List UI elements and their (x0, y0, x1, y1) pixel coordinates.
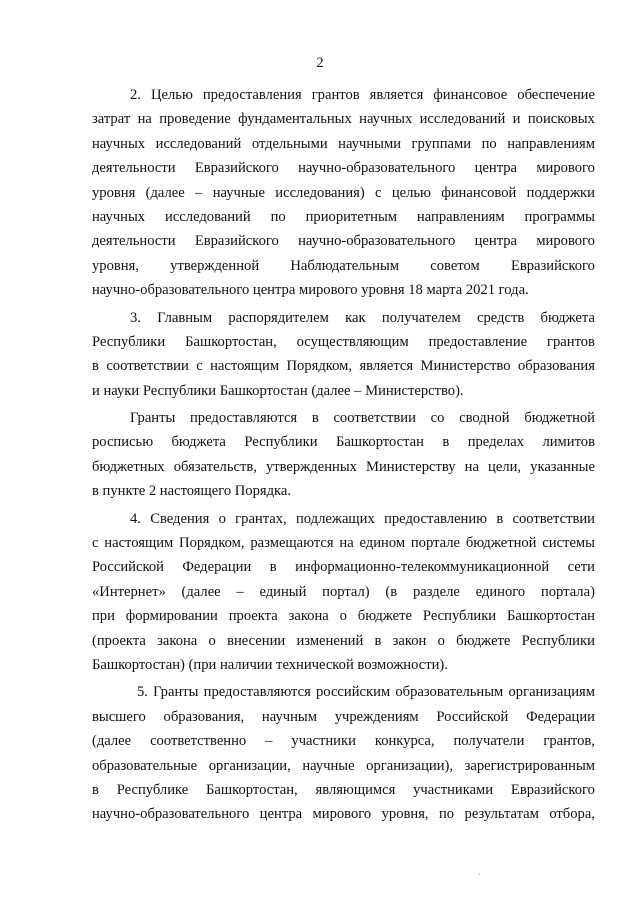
word: портал) (322, 583, 370, 600)
word: по (481, 135, 497, 152)
word: научным (261, 708, 317, 725)
word: предоставляются (203, 684, 311, 701)
word: приоритетным (305, 208, 398, 225)
word: Башкортостан (506, 608, 595, 625)
word: Башкортостан, (185, 333, 277, 350)
word: Сведения (150, 510, 210, 527)
word: бюджета (171, 434, 226, 451)
word: с (92, 535, 99, 552)
word: научные (302, 757, 355, 774)
word: на (464, 458, 479, 475)
word: направлениям (416, 208, 505, 225)
text-line (92, 83, 595, 107)
text-line (92, 802, 595, 826)
word: поддержки (526, 184, 595, 201)
word: Евразийского (510, 257, 595, 274)
word: формировании (125, 608, 218, 625)
word: центра (474, 233, 518, 250)
word: мирового (536, 233, 595, 250)
word: в (311, 410, 319, 427)
word: бюджетной (524, 410, 595, 427)
word: настоящим (210, 358, 280, 375)
word: внесении (227, 632, 286, 649)
word: Гранты (153, 684, 199, 701)
word: Башкортостан (335, 434, 424, 451)
word: финансовое (433, 87, 508, 103)
word: Главным (157, 309, 213, 326)
word: 3. (130, 309, 141, 326)
word: обязательств, (173, 458, 257, 475)
word: программы (524, 208, 595, 225)
word: Российской (436, 708, 509, 725)
word: по (270, 208, 286, 225)
body-text (92, 83, 595, 827)
word: фундаментальных (238, 111, 352, 128)
word: научных (359, 111, 413, 128)
text-line-content: и науки Республики Башкортостан (далее – Министерство). (92, 382, 464, 399)
word: уровня, (381, 806, 429, 823)
word: предоставления (202, 87, 302, 103)
word: образовательные (92, 757, 198, 774)
word: участниками (413, 781, 494, 798)
word: исследований (419, 111, 506, 128)
text-line (92, 254, 595, 278)
word: направлениям (507, 135, 595, 152)
word: на (137, 111, 152, 128)
word: в (374, 632, 382, 649)
word: росписью (92, 434, 154, 451)
word: о (437, 632, 445, 649)
word: уровня (92, 184, 136, 201)
word: (в (385, 583, 398, 600)
word: получателем (381, 309, 461, 326)
word: обеспечение (517, 87, 595, 103)
word: бюджета (540, 309, 595, 326)
word: в (496, 510, 504, 527)
word: осуществляющим (296, 333, 409, 350)
word: указанные (530, 458, 595, 475)
word: советом (430, 257, 480, 274)
word: Евразийского (194, 233, 279, 250)
text-line (92, 156, 595, 180)
word: научных (92, 135, 146, 152)
text-line (92, 278, 595, 302)
word: 5. (137, 684, 148, 701)
text-line (92, 653, 595, 677)
word: отдельными (251, 135, 328, 152)
word: предоставляются (190, 410, 298, 427)
word: о (218, 510, 226, 527)
word: научно-образовательного (298, 160, 456, 177)
word: утвержденной (170, 257, 260, 274)
word: научно-образовательного (298, 233, 456, 250)
word: системы (542, 535, 595, 552)
text-line-content: научно-образовательного центра мирового уровня 18 марта 2021 года. (92, 282, 529, 299)
word: российским (316, 684, 391, 701)
word: грантов (547, 333, 595, 350)
word: в (442, 434, 450, 451)
word: соответствии (106, 358, 189, 375)
word: едином (359, 535, 406, 552)
word: Наблюдательным (290, 257, 400, 274)
word: распорядителем (228, 309, 329, 326)
word: Министерство (420, 358, 511, 375)
word: информационно-телекоммуникационной (295, 559, 550, 576)
word: зарегистрированным (464, 757, 595, 774)
word: размещаются (250, 535, 334, 552)
word: высшего (92, 708, 146, 725)
word: соответственно (150, 733, 247, 750)
text-line (92, 754, 595, 778)
text-line-content: Башкортостан) (при наличии технической возможности). (92, 656, 448, 673)
word: Башкортостан, (206, 781, 298, 798)
text-line (92, 406, 595, 430)
word: лимитов (542, 434, 595, 451)
word: как (345, 309, 366, 326)
word: уровня, (92, 257, 139, 274)
word: (далее (145, 184, 185, 201)
text-line (92, 778, 595, 802)
word: о (339, 608, 347, 625)
word: бюджетной (465, 535, 537, 552)
text-line (92, 354, 595, 378)
text-line (92, 531, 595, 555)
word: бюджете (357, 608, 413, 625)
word: мирового (312, 806, 372, 823)
word: научные (212, 184, 265, 201)
word: грантов, (543, 733, 595, 750)
word: предоставление (428, 333, 528, 350)
word: в (92, 358, 99, 375)
word: являющимся (315, 781, 396, 798)
word: Целью (150, 87, 193, 103)
word: соответствии (512, 510, 595, 527)
word: научных (92, 208, 146, 225)
word: Республики (244, 434, 318, 451)
word: мирового (536, 160, 595, 177)
word: конкурса, (374, 733, 435, 750)
word: 4. (130, 510, 141, 527)
word: Федерации (526, 708, 595, 725)
word: (далее (181, 583, 221, 600)
text-line (92, 629, 595, 653)
word: образования, (163, 708, 245, 725)
text-line (92, 306, 595, 330)
word: научными (338, 135, 402, 152)
word: предоставлению (384, 510, 488, 527)
text-line (92, 680, 595, 704)
text-line (92, 455, 595, 479)
word: организации, (208, 757, 291, 774)
word: Евразийского (510, 781, 595, 798)
word: в (92, 781, 99, 798)
text-line (92, 379, 595, 403)
text-line (92, 604, 595, 628)
word: бюджетных (92, 458, 165, 475)
word: закона (157, 632, 198, 649)
text-line (92, 107, 595, 131)
text-line (92, 430, 595, 454)
word: Федерации (182, 559, 252, 576)
word: Республики (521, 632, 595, 649)
word: отбора, (549, 806, 595, 823)
word: является (369, 87, 424, 103)
text-line (92, 330, 595, 354)
word: пределах (467, 434, 525, 451)
word: средств (476, 309, 525, 326)
text-line (92, 729, 595, 753)
text-line (92, 705, 595, 729)
word: сводной (459, 410, 510, 427)
word: грантов (311, 87, 360, 103)
text-line-content: в пункте 2 настоящего Порядка. (92, 483, 292, 500)
page-number: 2 (316, 55, 324, 71)
word: целью (391, 184, 431, 201)
word: и (512, 111, 521, 128)
word: – (195, 184, 203, 201)
word: разделе (412, 583, 460, 600)
word: финансовой (441, 184, 517, 201)
word: исследований (155, 135, 242, 152)
word: учреждениям (334, 708, 419, 725)
word: центра (474, 160, 518, 177)
word: научно-образовательного (92, 806, 250, 823)
text-line (92, 229, 595, 253)
text-line (92, 181, 595, 205)
word: единого (475, 583, 526, 600)
word: образовательным (395, 684, 504, 701)
word: 2. (130, 87, 141, 103)
word: образования (517, 358, 595, 375)
word: Республики (92, 333, 166, 350)
word: организации), (366, 757, 454, 774)
text-line (92, 507, 595, 531)
word: соответствии (333, 410, 416, 427)
scan-dot: · (478, 869, 481, 879)
word: Республике (116, 781, 189, 798)
word: с (375, 184, 382, 201)
word: сети (567, 559, 595, 576)
word: Республики (422, 608, 497, 625)
word: исследований (165, 208, 251, 225)
text-line (92, 479, 595, 503)
word: получатели (453, 733, 525, 750)
word: «Интернет» (92, 583, 166, 600)
text-line (92, 132, 595, 156)
word: группами (411, 135, 472, 152)
word: Порядком, (179, 535, 245, 552)
word: Российской (92, 559, 164, 576)
word: портале (410, 535, 461, 552)
word: цели, (488, 458, 522, 475)
word: утвержденных (265, 458, 357, 475)
word: подлежащих (296, 510, 375, 527)
word: деятельности (92, 160, 176, 177)
text-line (92, 580, 595, 604)
text-line (92, 205, 595, 229)
word: – (265, 733, 273, 750)
word: участники (291, 733, 356, 750)
word: затрат (92, 111, 131, 128)
text-line (92, 555, 595, 579)
word: бюджете (456, 632, 511, 649)
word: Министерству (366, 458, 456, 475)
word: является (359, 358, 414, 375)
word: Гранты (130, 410, 176, 427)
word: с (196, 358, 203, 375)
word: изменений (296, 632, 364, 649)
word: о (208, 632, 216, 649)
word: по (438, 806, 455, 823)
word: единый (259, 583, 307, 600)
word: центра (259, 806, 303, 823)
word: со (430, 410, 445, 427)
word: закона (288, 608, 329, 625)
word: исследования) (275, 184, 365, 201)
word: деятельности (92, 233, 176, 250)
word: поисковых (527, 111, 595, 128)
word: грантах, (235, 510, 287, 527)
word: Порядком, (286, 358, 353, 375)
word: закон (392, 632, 427, 649)
word: Евразийского (194, 160, 279, 177)
word: – (236, 583, 244, 600)
word: проекта (228, 608, 278, 625)
word: (проекта (92, 632, 146, 649)
word: проведение (159, 111, 231, 128)
word: в (269, 559, 277, 576)
word: портала) (540, 583, 595, 600)
word: результатам (464, 806, 539, 823)
word: организациям (508, 684, 595, 701)
word: на (339, 535, 354, 552)
word: при (92, 608, 115, 625)
word: (далее (92, 733, 132, 750)
word: настоящим (104, 535, 174, 552)
